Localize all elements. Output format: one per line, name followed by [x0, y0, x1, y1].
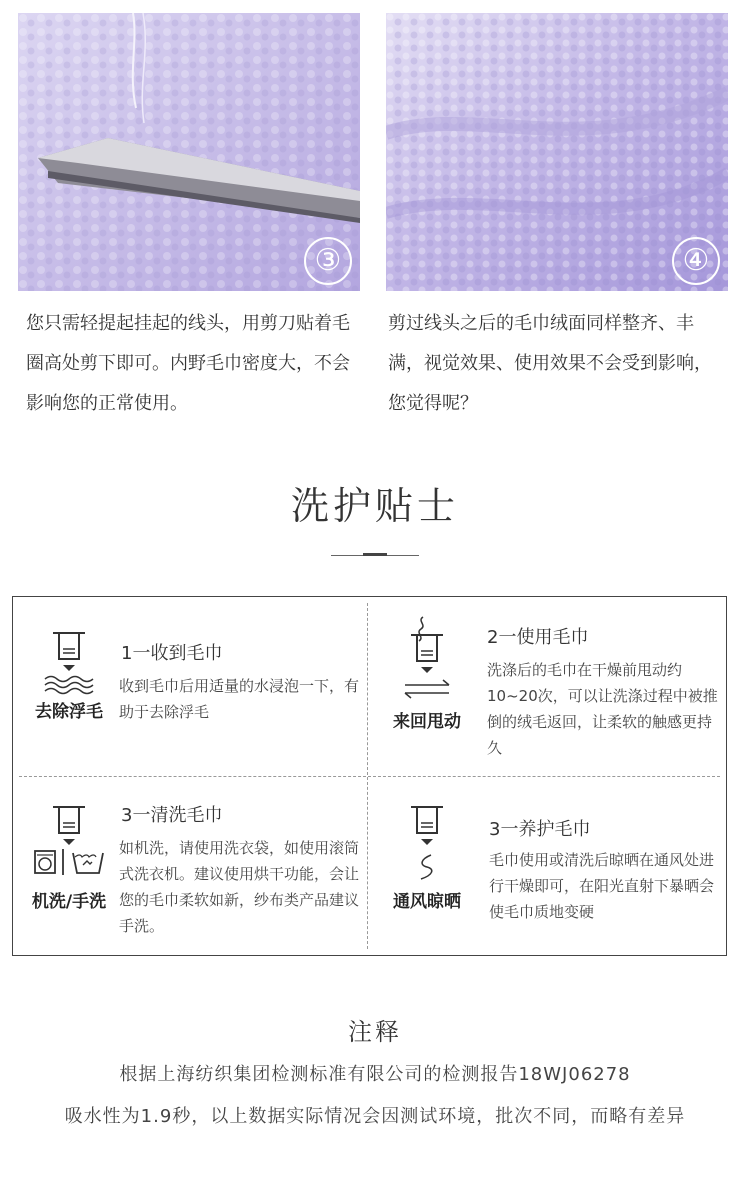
note-line: 吸水性为1.9秒，以上数据实际情况会因测试环境，批次不同，而略有差异: [64, 1106, 686, 1127]
care-tips-panel: [12, 596, 727, 956]
towel-surface-photo: [386, 13, 728, 291]
care-tips-title: 洗护贴士: [290, 484, 459, 528]
icon-label: 机洗/手洗: [31, 892, 107, 912]
step-title: 3一清洗毛巾: [121, 805, 223, 826]
step-description: 收到毛巾后用适量的水浸泡一下，有助于去除浮毛: [119, 677, 360, 721]
photo-caption: 您只需轻提起挂起的线头，用剪刀贴着毛圈高处剪下即可。内野毛巾密度大，不会影响您的正常使用。: [26, 313, 350, 414]
photo-caption: 剪过线头之后的毛巾绒面同样整齐、丰满，视觉效果、使用效果不会受到影响，您觉得呢？: [388, 313, 712, 414]
step-description: 如机洗，请使用洗衣袋，如使用滚筒式洗衣机。建议使用烘干功能，会让您的毛巾柔软如新，纱布类产品建议手洗。: [119, 839, 360, 935]
step-number-badge: ④: [672, 237, 720, 285]
step-title: 1一收到毛巾: [121, 643, 223, 664]
towel-scissors-photo: [18, 13, 360, 291]
step-description: 洗涤后的毛巾在干燥前甩动约10~20次，可以让洗涤过程中被推倒的绒毛返回，让柔软的触感更持久: [487, 661, 718, 757]
icon-label: 来回甩动: [393, 712, 461, 732]
care-step: [13, 597, 363, 775]
towel-wash-icon: [21, 801, 117, 912]
step-title: 3一养护毛巾: [489, 819, 591, 840]
section-divider-mark: [363, 553, 387, 556]
care-step: [371, 779, 721, 957]
icon-label: 通风晾晒: [393, 892, 461, 912]
towel-shake-icon: [379, 609, 475, 732]
icon-label: 去除浮毛: [35, 702, 103, 722]
note-title: 注释: [348, 1018, 402, 1046]
step-number-badge: ③: [304, 237, 352, 285]
care-step: [371, 597, 721, 775]
towel-soak-icon: [21, 627, 117, 722]
panel-divider-horizontal: [19, 776, 720, 777]
care-step: [13, 779, 363, 957]
step-title: 2一使用毛巾: [487, 627, 589, 648]
towel-dry-icon: [379, 801, 475, 912]
note-line: 根据上海纺织集团检测标准有限公司的检测报告18WJ06278: [119, 1064, 631, 1085]
step-description: 毛巾使用或清洗后晾晒在通风处进行干燥即可，在阳光直射下暴晒会使毛巾质地变硬: [489, 851, 715, 921]
